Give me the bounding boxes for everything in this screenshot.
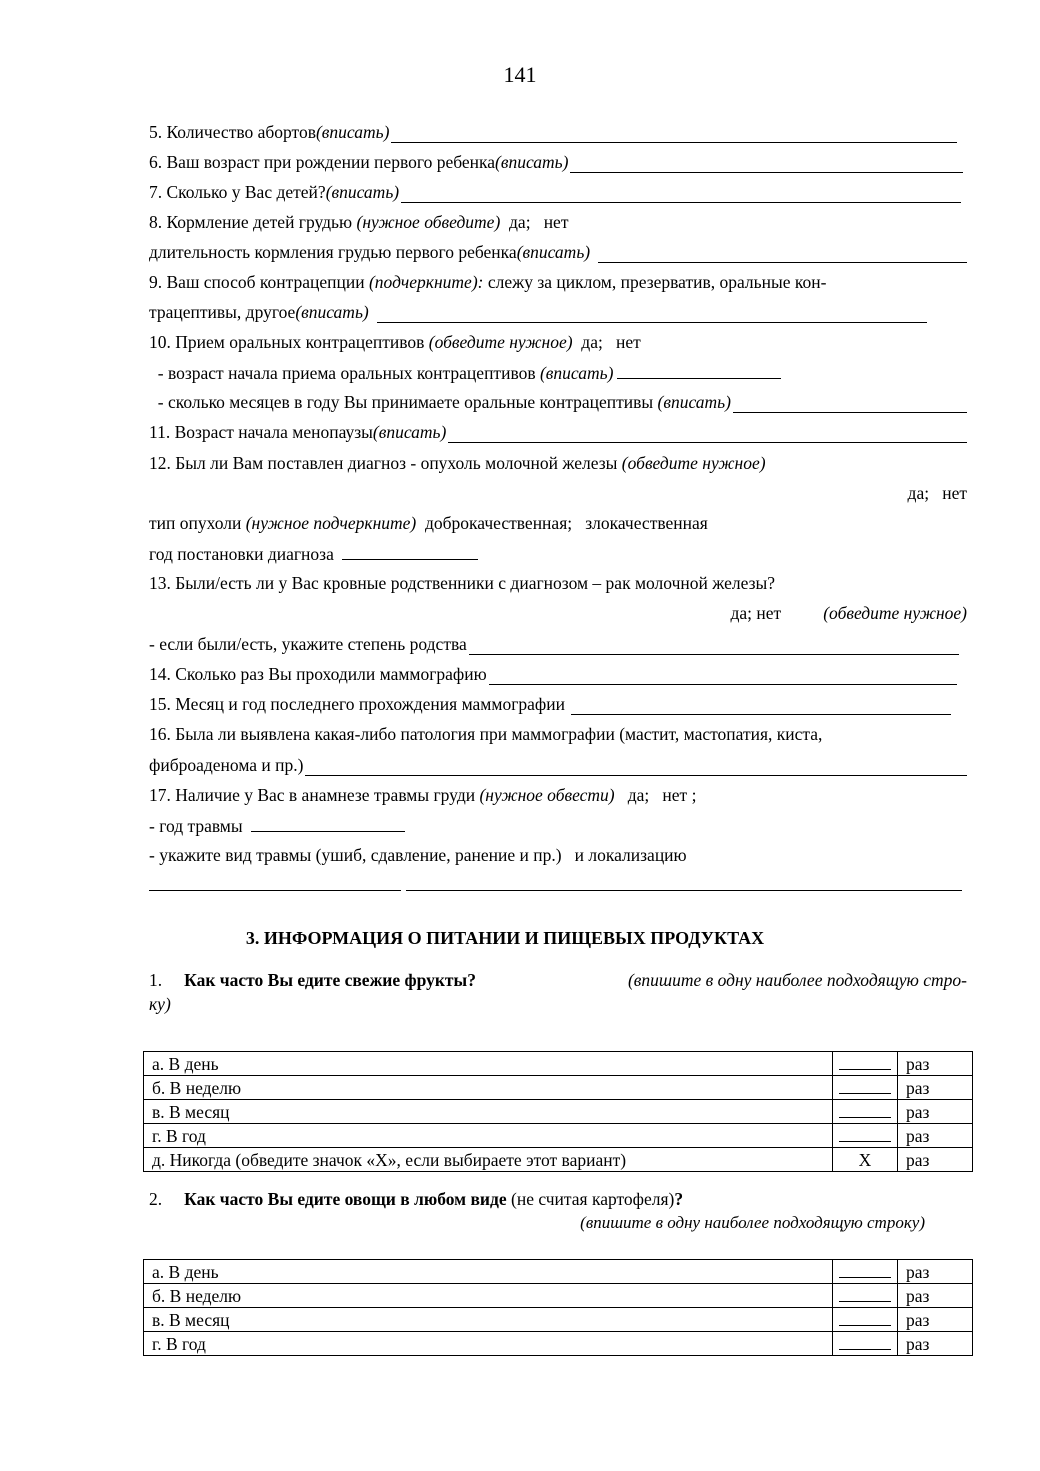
q12b-line — [149, 512, 967, 534]
q10b-line — [149, 391, 967, 413]
vegetable-frequency-table — [143, 1259, 973, 1356]
food-q2-question: Как часто Вы едите овощи в любом виде — [184, 1189, 507, 1209]
q17-line — [149, 784, 967, 806]
q10a-answer-field[interactable] — [617, 361, 781, 379]
option-label: д. Никогда (обведите значок «Х», если выбираете этот вариант) — [144, 1148, 833, 1172]
food-q1 — [149, 968, 967, 1016]
q8b-line — [149, 241, 967, 263]
unit-cell: раз — [898, 1100, 973, 1124]
q9-hint: (подчеркните): — [368, 272, 484, 292]
option-label: б. В неделю — [144, 1076, 833, 1100]
q13-options-line — [149, 602, 967, 624]
q10-options[interactable]: да; нет — [572, 332, 641, 352]
q13-hint: (обведите нужное) — [823, 603, 967, 623]
q10-hint: (обведите нужное) — [428, 332, 573, 352]
option-label: а. В день — [144, 1052, 833, 1076]
answer-cell[interactable] — [833, 1284, 898, 1308]
q10-line — [149, 331, 967, 353]
q12-options[interactable]: да; нет — [907, 483, 967, 503]
table-row — [144, 1308, 973, 1332]
q7-text: 7. Сколько у Вас детей? — [149, 182, 326, 202]
option-label: а. В день — [144, 1260, 833, 1284]
q9b-hint: (вписать) — [295, 302, 369, 322]
q8b-answer-field[interactable] — [598, 245, 967, 263]
q17a-answer-field[interactable] — [251, 814, 405, 832]
q17b-line: - укажите вид травмы (ушиб, сдавление, ранение и пр.) и локализацию — [149, 845, 687, 865]
q14-line — [149, 663, 967, 685]
q10-text: 10. Прием оральных контрацептивов — [149, 332, 429, 352]
unit-cell: раз — [898, 1260, 973, 1284]
unit-cell: раз — [898, 1308, 973, 1332]
answer-blank[interactable] — [839, 1077, 891, 1094]
q12c-text: год постановки диагноза — [149, 544, 339, 564]
q5-line — [149, 121, 967, 143]
q12-text: 12. Был ли Вам поставлен диагноз - опухоль молочной железы — [149, 453, 622, 473]
unit-cell: раз — [898, 1124, 973, 1148]
q6-line — [149, 151, 967, 173]
q15-answer-field[interactable] — [571, 697, 951, 715]
q10a-line — [149, 361, 967, 384]
q8-hint: (нужное обведите) — [356, 212, 501, 232]
table-row — [144, 1076, 973, 1100]
food-q2-number: 2. — [149, 1189, 163, 1209]
unit-cell: раз — [898, 1076, 973, 1100]
q9-options[interactable]: слежу за циклом, презерватив, оральные кон- — [483, 272, 827, 292]
q17b-answer-field-2[interactable] — [406, 890, 962, 891]
unit-cell: раз — [898, 1284, 973, 1308]
answer-cell[interactable] — [833, 1100, 898, 1124]
q17b-answer-field-1[interactable] — [149, 890, 401, 891]
table-row — [144, 1284, 973, 1308]
food-q1-hint: (впишите в одну наиболее подходящую стро- — [627, 970, 967, 990]
q8b-text: длительность кормления грудью первого ребенка — [149, 242, 517, 262]
q10a-hint: (вписать) — [539, 363, 614, 383]
option-label: г. В год — [144, 1124, 833, 1148]
q6-hint: (вписать) — [495, 152, 569, 172]
q16b-answer-field[interactable] — [305, 758, 967, 776]
q8-options[interactable]: да; нет — [500, 212, 569, 232]
option-label: в. В месяц — [144, 1100, 833, 1124]
answer-blank[interactable] — [839, 1309, 891, 1326]
food-q1-hint-cont: ку) — [149, 994, 171, 1014]
answer-cell[interactable] — [833, 1332, 898, 1356]
q17a-line — [149, 814, 967, 837]
q9-text: 9. Ваш способ контрацепции — [149, 272, 369, 292]
q14-text: 14. Сколько раз Вы проходили маммографию — [149, 664, 487, 684]
table-row — [144, 1052, 973, 1076]
q12b-options[interactable]: доброкачественная; злокачественная — [416, 513, 708, 533]
q9-line — [149, 271, 967, 293]
q7-answer-field[interactable] — [401, 185, 961, 203]
q16-line: 16. Была ли выявлена какая-либо патология при маммографии (мастит, мастопатия, киста, — [149, 724, 823, 744]
q9b-answer-field[interactable] — [377, 305, 927, 323]
unit-cell: раз — [898, 1332, 973, 1356]
fruit-frequency-table — [143, 1051, 973, 1172]
q7-hint: (вписать) — [325, 182, 400, 202]
q12c-line — [149, 542, 967, 565]
q11-hint: (вписать) — [372, 422, 447, 442]
option-label: в. В месяц — [144, 1308, 833, 1332]
q6-text: 6. Ваш возраст при рождении первого ребенка — [149, 152, 496, 172]
q13-options[interactable]: да; нет — [730, 603, 782, 623]
table-row — [144, 1332, 973, 1356]
option-label: б. В неделю — [144, 1284, 833, 1308]
food-q1-number: 1. — [149, 970, 163, 990]
q8-text: 8. Кормление детей грудью — [149, 212, 357, 232]
q17-options[interactable]: да; нет ; — [614, 785, 697, 805]
answer-blank[interactable] — [839, 1125, 891, 1142]
q11-line — [149, 421, 967, 443]
answer-cell[interactable] — [833, 1124, 898, 1148]
q12b-hint: (нужное подчеркните) — [245, 513, 417, 533]
unit-cell: раз — [898, 1052, 973, 1076]
q5-text: 5. Количество абортов — [149, 122, 316, 142]
food-q2-hint: (впишите в одну наиболее подходящую строку) — [580, 1213, 925, 1232]
page-number: 141 — [503, 62, 537, 87]
q11-text: 11. Возраст начала менопаузы — [149, 422, 373, 442]
q15-text: 15. Месяц и год последнего прохождения маммографии — [149, 694, 565, 714]
table-row — [144, 1260, 973, 1284]
food-q2 — [149, 1187, 967, 1235]
q12-hint: (обведите нужное) — [621, 453, 766, 473]
q9b-text: трацептивы, другое — [149, 302, 296, 322]
answer-blank[interactable] — [839, 1053, 891, 1070]
answer-blank[interactable] — [839, 1333, 891, 1350]
q12c-answer-field[interactable] — [342, 542, 478, 560]
option-label: г. В год — [144, 1332, 833, 1356]
q10b-answer-field[interactable] — [733, 395, 967, 413]
never-mark[interactable]: Х — [833, 1148, 898, 1172]
section-3-title: 3. ИНФОРМАЦИЯ О ПИТАНИИ И ПИЩЕВЫХ ПРОДУКТАХ — [245, 928, 765, 948]
q9b-line — [149, 301, 967, 323]
q5-answer-field[interactable] — [391, 125, 957, 143]
q10a-text: - возраст начала приема оральных контрацептивов — [149, 363, 540, 383]
q13-line: 13. Были/есть ли у Вас кровные родственники с диагнозом – рак молочной железы? — [149, 573, 776, 593]
q7-line — [149, 181, 967, 203]
q12b-text: тип опухоли — [149, 513, 246, 533]
q17a-text: - год травмы — [149, 816, 248, 836]
q13b-answer-field[interactable] — [469, 637, 959, 655]
q13b-text: - если были/есть, укажите степень родства — [149, 634, 467, 654]
q14-answer-field[interactable] — [489, 667, 957, 685]
answer-cell[interactable] — [833, 1076, 898, 1100]
answer-cell[interactable] — [833, 1052, 898, 1076]
q16b-line — [149, 754, 967, 776]
q8b-hint: (вписать) — [516, 242, 591, 262]
q6-answer-field[interactable] — [570, 155, 963, 173]
answer-blank[interactable] — [839, 1261, 891, 1278]
q12-line — [149, 452, 967, 474]
food-q1-question: Как часто Вы едите свежие фрукты? — [184, 970, 476, 990]
q17-text: 17. Наличие у Вас в анамнезе травмы груди — [149, 785, 480, 805]
food-q2-paren: (не считая картофеля) — [506, 1189, 675, 1209]
food-q2-qmark: ? — [674, 1189, 684, 1209]
table-row — [144, 1148, 973, 1172]
answer-blank[interactable] — [839, 1285, 891, 1302]
q8-line — [149, 211, 967, 233]
q10b-hint: (вписать) — [657, 392, 731, 412]
q5-hint: (вписать) — [315, 122, 390, 142]
table-row — [144, 1100, 973, 1124]
answer-cell[interactable] — [833, 1260, 898, 1284]
q10b-text: - сколько месяцев в году Вы принимаете оральные контрацептивы — [149, 392, 658, 412]
q15-line — [149, 693, 967, 715]
q17-hint: (нужное обвести) — [479, 785, 615, 805]
q13b-line — [149, 633, 967, 655]
unit-cell: раз — [898, 1148, 973, 1172]
answer-cell[interactable] — [833, 1308, 898, 1332]
table-row — [144, 1124, 973, 1148]
q11-answer-field[interactable] — [448, 425, 967, 443]
answer-blank[interactable] — [839, 1101, 891, 1118]
q16b-text: фиброаденома и пр.) — [149, 755, 304, 775]
